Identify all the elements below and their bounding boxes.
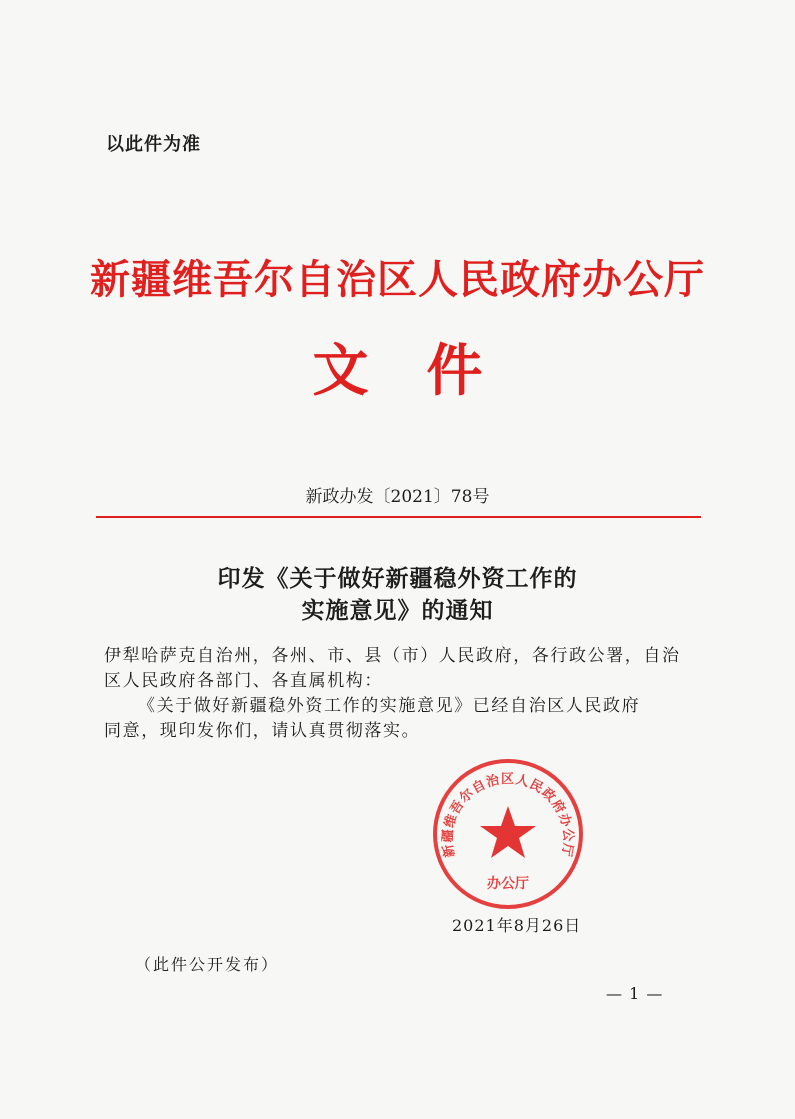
page-number: — 1 — [606,984,664,1003]
seal-star-icon [480,806,536,858]
body-line-2: 同意，现印发你们，请认真贯彻落实。 [104,721,421,741]
body-line-1: 《关于做好新疆稳外资工作的实施意见》已经自治区人民政府 [138,696,641,716]
document-type: 文件 [312,338,541,404]
seal-bottom-text: 办公厅 [487,876,529,892]
recipients-line-1: 伊犁哈萨克自治州，各州、市、县（市）人民政府，各行政公署，自治 [104,646,681,666]
issuer-name: 新疆维吾尔自治区人民政府办公厅 [90,256,705,303]
issue-date: 2021年8月26日 [452,916,582,935]
title-line-2: 实施意见》的通知 [301,597,494,624]
header-note: 以此件为准 [106,134,201,155]
seal-arc-text: 新疆维吾尔自治区人民政府办公厅 [440,772,576,859]
recipients-line-2: 区人民政府各部门、各直属机构： [104,671,383,691]
publication-note: （此件公开发布） [135,955,280,974]
red-divider-line [96,516,701,518]
official-seal [432,758,584,910]
title-line-1: 印发《关于做好新疆稳外资工作的 [217,565,578,592]
document-number: 新政办发〔2021〕78号 [305,487,490,507]
